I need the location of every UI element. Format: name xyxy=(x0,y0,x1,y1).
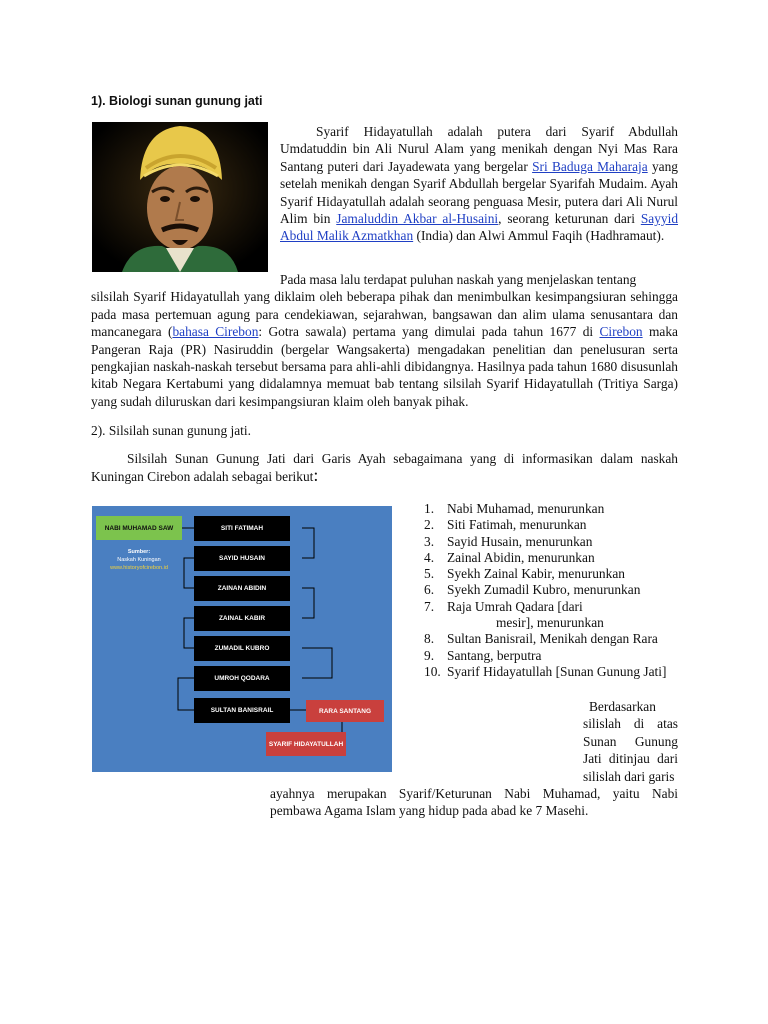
node-child: SYARIF HIDAYATULLAH xyxy=(266,732,346,756)
section-heading-silsilah: 2). Silsilah sunan gunung jati. xyxy=(91,423,251,438)
source-note xyxy=(97,548,181,572)
list-text: Raja Umrah Qadara [dari xyxy=(447,598,583,614)
text-span: yang setelah menikah dengan Syarif Abdullah bergelar Syarifah Mudaim. Ayah Syarif Hidayatullah adalah seorang penguasa Mesir, putera dari Ali Nurul Alim bin xyxy=(280,158,678,227)
source-name: Naskah Kuningan xyxy=(117,557,161,563)
text-span: Silsilah Sunan Gunung Jati dari Garis Ayah sebagaimana yang di informasikan dalam naskah Kuningan Cirebon adalah sebagai berikut xyxy=(91,451,678,485)
list-text: Zainal Abidin, menurunkan xyxy=(447,549,595,565)
list-text: Syekh Zainal Kabir, menurunkan xyxy=(447,566,625,582)
paragraph-biography xyxy=(280,123,678,245)
paragraph-history xyxy=(91,271,678,410)
list-item xyxy=(424,534,684,550)
list-text: Syarif Hidayatullah [Sunan Gunung Jati] xyxy=(447,663,667,679)
list-item xyxy=(424,631,684,647)
text-span: silsilah Syarif Hidayatullah yang diklaim oleh beberapa pihak dan menimbulkan kesimpangsiuran sehingga pada masa pertemuan agung para cendekiawan, sejarahwan, bangsawan dan alim ulama senusantara dan mancanegara ( xyxy=(91,289,678,340)
portrait-image xyxy=(92,122,268,272)
text-span: (India) dan Alwi Ammul Faqih (Hadhramaut). xyxy=(413,228,665,244)
node-chain-3: ZAINAN ABIDIN xyxy=(194,576,290,601)
colon: : xyxy=(313,465,319,486)
person-portrait-icon xyxy=(92,122,268,272)
list-item xyxy=(424,517,684,533)
list-item xyxy=(424,501,684,517)
list-text-continued: mesir], menurunkan xyxy=(496,615,604,631)
text-span: Pada masa lalu terdapat puluhan naskah yang menjelaskan tentang xyxy=(280,272,637,287)
list-number: 10. xyxy=(424,663,441,679)
link-bahasa-cirebon[interactable]: bahasa Cirebon xyxy=(172,324,259,340)
list-number: 1. xyxy=(424,501,435,516)
list-number: 4. xyxy=(424,549,435,565)
text-span: maka Pangeran Raja (PR) Nasiruddin (bergelar Wangsakerta) mengadakan penelitian dan penelusuran serta pengkajian naskah-naskah tersebut bersama para ahli-ahli dibidangnya. Hasilnya pada tahun 1680 disusunlah kitab Negara Kertabumi yang didalamnya memuat bab tentang silsilah Syarif Hidayatullah (Tritiya Sarga) yang sudah diluruskan dari kesimpangsiuran klaim oleh banyak pihak. xyxy=(91,324,678,409)
list-number: 2. xyxy=(424,517,435,533)
link-sayyid-abdul-malik[interactable]: Sayyid Abdul Malik Azmatkhan xyxy=(280,211,679,244)
paragraph-conclusion-start xyxy=(583,698,678,785)
text-span: silislah di atas Sunan Gunung Jati ditinjau dari silislah dari garis xyxy=(583,716,678,784)
text-span: , seorang keturunan dari xyxy=(498,211,641,227)
list-item xyxy=(424,648,684,664)
node-chain-6: UMROH QODARA xyxy=(194,666,290,691)
section-heading-biologi: 1). Biologi sunan gunung jati xyxy=(91,94,263,108)
text-span: Syarif Hidayatullah adalah putera dari Syarif Abdullah Umdatuddin bin Ali Nurul Alam yang menikah dengan Nyi Mas Rara Santang puteri dari Jayadewata yang bergelar xyxy=(280,124,678,174)
list-number: 8. xyxy=(424,631,435,647)
link-sri-baduga-maharaja[interactable]: Sri Baduga Maharaja xyxy=(532,158,648,174)
list-item xyxy=(424,550,684,566)
list-item xyxy=(424,566,684,582)
node-chain-2: SAYID HUSAIN xyxy=(194,546,290,571)
list-item xyxy=(424,664,684,680)
node-chain-5: ZUMADIL KUBRO xyxy=(194,636,290,661)
list-text: Siti Fatimah, menurunkan xyxy=(447,517,587,533)
paragraph-conclusion-end: ayahnya merupakan Syarif/Keturunan Nabi Muhamad, yaitu Nabi pembawa Agama Islam yang hidup pada abad ke 7 Masehi. xyxy=(270,786,678,819)
text-span: : Gotra sawala) pertama yang dimulai pada tahun 1677 di xyxy=(258,324,600,340)
lineage-list xyxy=(424,501,684,680)
source-url: www.historyofcirebon.id xyxy=(110,565,168,571)
text-span: Berdasarkan xyxy=(589,699,656,714)
list-text: Syekh Zumadil Kubro, menurunkan xyxy=(447,582,641,598)
source-title: Sumber: xyxy=(127,549,151,555)
list-text: Nabi Muhamad, menurunkan xyxy=(447,501,605,516)
node-root: NABI MUHAMAD SAW xyxy=(96,516,182,540)
list-text: Santang, berputra xyxy=(447,647,542,663)
list-text: Sultan Banisrail, Menikah dengan Rara xyxy=(447,631,658,647)
link-cirebon[interactable]: Cirebon xyxy=(599,324,643,340)
list-item xyxy=(424,582,684,598)
node-chain-1: SITI FATIMAH xyxy=(194,516,290,541)
node-spouse: RARA SANTANG xyxy=(306,700,384,722)
list-text: Sayid Husain, menurunkan xyxy=(447,533,593,549)
node-chain-4: ZAINAL KABIR xyxy=(194,606,290,631)
list-number: 7. xyxy=(424,598,435,614)
list-number: 5. xyxy=(424,566,435,582)
link-jamaluddin-akbar[interactable]: Jamaluddin Akbar al-Husaini xyxy=(336,211,499,227)
list-number: 3. xyxy=(424,533,435,549)
list-number: 9. xyxy=(424,647,435,663)
paragraph-intro-lineage xyxy=(91,450,678,486)
list-item xyxy=(424,599,684,632)
lineage-diagram xyxy=(92,506,392,772)
list-number: 6. xyxy=(424,582,435,598)
node-chain-7: SULTAN BANISRAIL xyxy=(194,698,290,723)
